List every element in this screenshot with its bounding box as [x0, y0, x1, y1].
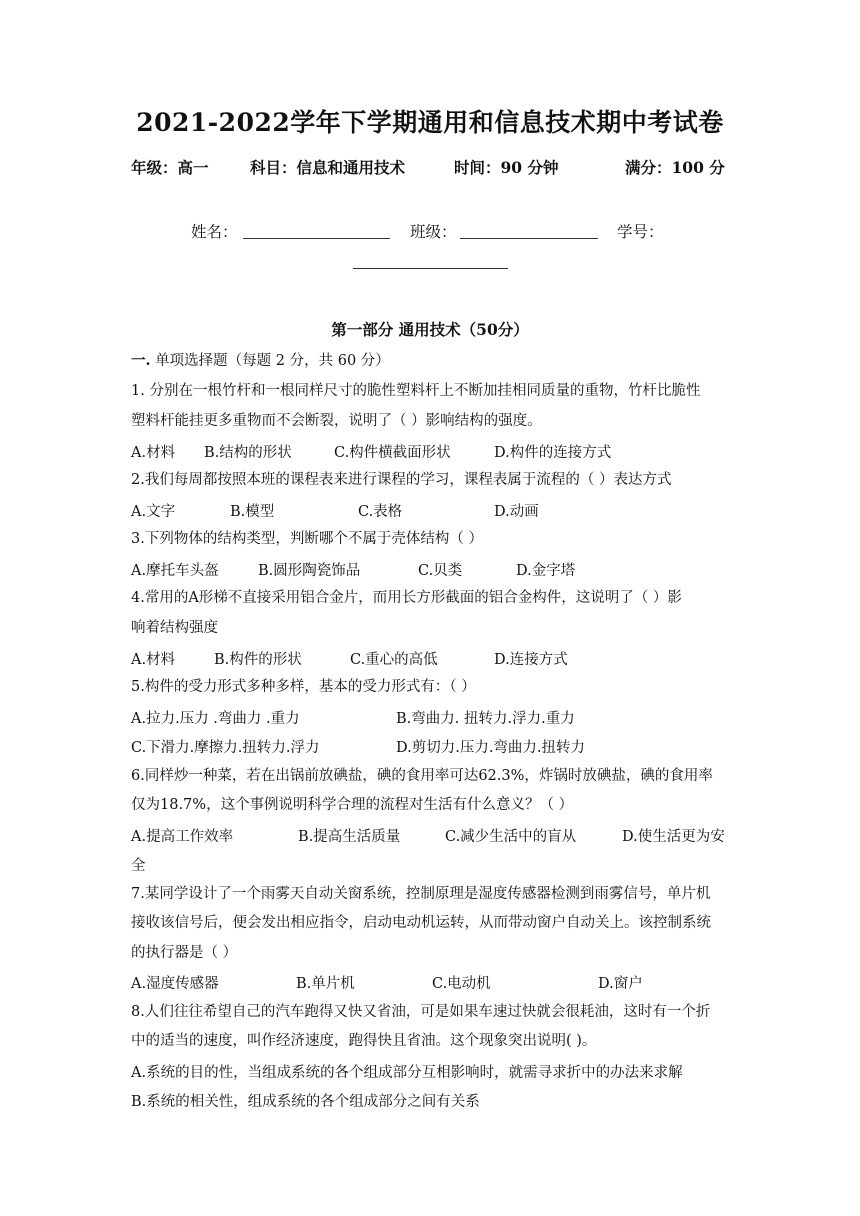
- question-4-option-a: A.材料: [131, 652, 176, 668]
- exam-title: 2021-2022学年下学期通用和信息技术期中考试卷: [136, 108, 724, 137]
- question-2-option-d: D.动画: [494, 504, 539, 520]
- question-4-option-b: B.构件的形状: [214, 652, 302, 668]
- question-3-option-c: C.贝类: [418, 563, 463, 579]
- question-8-line-1: 8.人们往往希望自己的汽车跑得又快又省油，可是如果车速过快就会很耗油，这时有一个折: [131, 1004, 711, 1020]
- part-heading: [131, 351, 390, 371]
- student-id-label: 学号：: [617, 223, 664, 241]
- question-6-option-d-wrap: 全: [131, 858, 146, 874]
- question-4-line-2: 响着结构强度: [131, 620, 218, 636]
- part-heading-text: 单项选择题（每题 2 分，共 60 分）: [150, 353, 390, 369]
- grade-info: 年级：高一: [131, 158, 209, 177]
- question-7-option-a: A.湿度传感器: [131, 976, 219, 992]
- section-title: 第一部分 通用技术（50分）: [331, 320, 529, 339]
- question-3-option-d: D.金字塔: [516, 563, 576, 579]
- question-8-option-b: B.系统的相关性，组成系统的各个组成部分之间有关系: [131, 1094, 480, 1110]
- question-1-line-2: 塑料杆能挂更多重物而不会断裂，说明了（ ）影响结构的强度。: [131, 413, 542, 429]
- question-2-option-c: C.表格: [358, 504, 403, 520]
- question-2-option-b: B.模型: [230, 504, 275, 520]
- question-5-option-d: D.剪切力.压力.弯曲力.扭转力: [396, 740, 586, 756]
- question-7-option-d: D.窗户: [598, 976, 643, 992]
- class-blank[interactable]: [460, 238, 598, 239]
- question-7-line-1: 7.某同学设计了一个雨雾天自动关窗系统，控制原理是湿度传感器检测到雨雾信号，单片机: [131, 886, 711, 902]
- question-7-line-2: 接收该信号后，便会发出相应指令，启动电动机运转，从而带动窗户自动关上。该控制系统: [131, 915, 711, 931]
- question-7-option-b: B.单片机: [296, 976, 355, 992]
- name-blank[interactable]: [243, 238, 390, 239]
- question-1-option-b: B.结构的形状: [204, 445, 292, 461]
- question-6-line-2: 仅为18.7%，这个事例说明科学合理的流程对生活有什么意义？（ ）: [131, 797, 574, 813]
- question-6-line-1: 6.同样炒一种菜，若在出锅前放碘盐，碘的食用率可达62.3%，炸锅时放碘盐，碘的食用率: [131, 768, 713, 784]
- question-5-line-1: 5.构件的受力形式多种多样，基本的受力形式有：（ ）: [131, 679, 476, 695]
- question-7-option-c: C.电动机: [432, 976, 491, 992]
- question-8-option-a: A.系统的目的性，当组成系统的各个组成部分互相影响时，就需寻求折中的办法来求解: [131, 1065, 683, 1081]
- question-4-option-c: C.重心的高低: [350, 652, 438, 668]
- question-8-line-2: 中的适当的速度，叫作经济速度，跑得快且省油。这个现象突出说明( )。: [131, 1033, 597, 1049]
- question-4-option-d: D.连接方式: [494, 652, 568, 668]
- name-label: 姓名：: [191, 223, 238, 241]
- class-label: 班级：: [410, 223, 457, 241]
- question-3-line-1: 3.下列物体的结构类型，判断哪个不属于壳体结构（ ）: [131, 531, 483, 547]
- question-1-option-c: C.构件横截面形状: [334, 445, 451, 461]
- part-heading-number: 一.: [131, 352, 151, 369]
- question-6-option-a: A.提高工作效率: [131, 829, 234, 845]
- question-6-option-d: D.使生活更为安: [622, 829, 725, 845]
- time-info: 时间：90 分钟: [454, 158, 559, 177]
- question-7-line-3: 的执行器是（ ）: [131, 945, 238, 961]
- question-3-option-a: A.摩托车头盔: [131, 563, 219, 579]
- question-2-option-a: A.文字: [131, 504, 176, 520]
- question-6-option-b: B.提高生活质量: [298, 829, 401, 845]
- question-5-option-b: B.弯曲力. 扭转力.浮力.重力: [396, 711, 575, 727]
- student-id-blank[interactable]: [353, 268, 508, 269]
- question-6-option-c: C.减少生活中的盲从: [445, 829, 577, 845]
- score-info: 满分：100 分: [625, 158, 725, 177]
- question-3-option-b: B.圆形陶瓷饰品: [258, 563, 361, 579]
- question-5-option-a: A.拉力.压力 .弯曲力 .重力: [131, 711, 300, 727]
- question-2-line-1: 2.我们每周都按照本班的课程表来进行课程的学习，课程表属于流程的（ ）表达方式: [131, 472, 672, 488]
- question-1-option-a: A.材料: [131, 445, 176, 461]
- subject-info: 科目：信息和通用技术: [250, 158, 406, 177]
- question-1-line-1: 1. 分别在一根竹杆和一根同样尺寸的脆性塑料杆上不断加挂相同质量的重物，竹杆比脆性: [131, 383, 701, 399]
- question-1-option-d: D.构件的连接方式: [494, 445, 612, 461]
- question-5-option-c: C.下滑力.摩擦力.扭转力.浮力: [131, 740, 320, 756]
- question-4-line-1: 4.常用的A形梯不直接采用铝合金片，而用长方形截面的铝合金构件，这说明了（ ）影: [131, 590, 682, 606]
